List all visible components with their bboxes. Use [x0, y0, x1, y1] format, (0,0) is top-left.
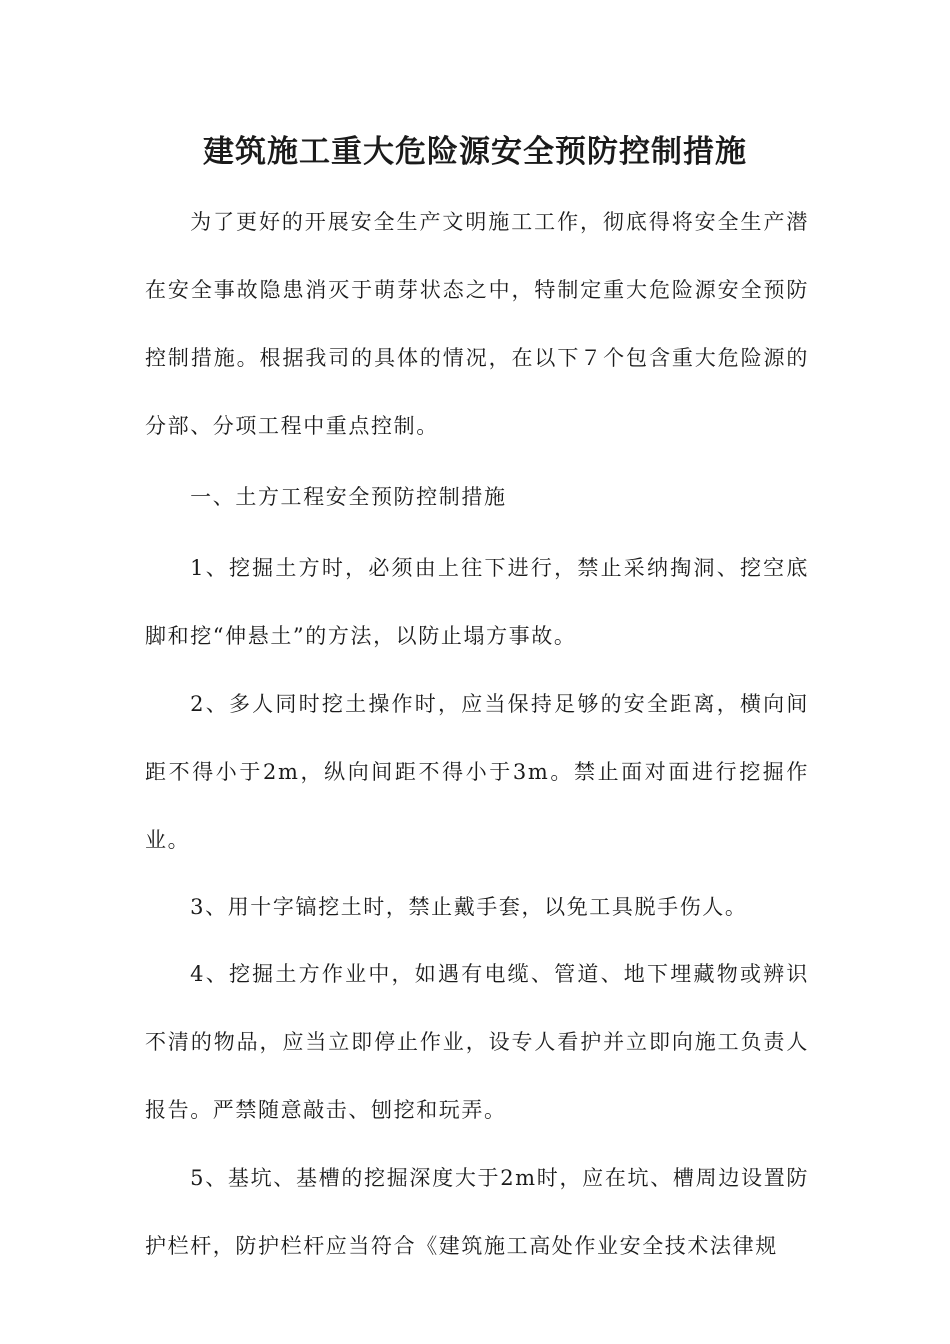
clause-1: 1、挖掘土方时，必须由上往下进行，禁止采纳掏洞、挖空底脚和挖“伸悬土”的方法，以防止塌方事故。 [145, 556, 809, 648]
clause-5: 5、基坑、基槽的挖掘深度大于2m时，应在坑、槽周边设置防护栏杆，防护栏杆应当符合《建筑施工高处作业安全技术法律规 [145, 1166, 809, 1258]
clause-4: 4、挖掘土方作业中，如遇有电缆、管道、地下埋藏物或辨识不清的物品，应当立即停止作业，设专人看护并立即向施工负责人报告。严禁随意敲击、刨挖和玩弄。 [145, 962, 809, 1122]
clause-2: 2、多人同时挖土操作时，应当保持足够的安全距离，横向间距不得小于2m，纵向间距不得小于3m。禁止面对面进行挖掘作业。 [145, 692, 809, 852]
section-heading-earthwork: 一、土方工程安全预防控制措施 [190, 485, 507, 509]
document-body [145, 188, 809, 1280]
intro-paragraph: 为了更好的开展安全生产文明施工工作，彻底得将安全生产潜在安全事故隐患消灭于萌芽状态之中，特制定重大危险源安全预防控制措施。根据我司的具体的情况，在以下７个包含重大危险源的分部、分项工程中重点控制。 [145, 210, 809, 438]
clause-3: 3、用十字镐挖土时，禁止戴手套，以免工具脱手伤人。 [190, 895, 748, 919]
document-title: 建筑施工重大危险源安全预防控制措施 [203, 134, 747, 170]
